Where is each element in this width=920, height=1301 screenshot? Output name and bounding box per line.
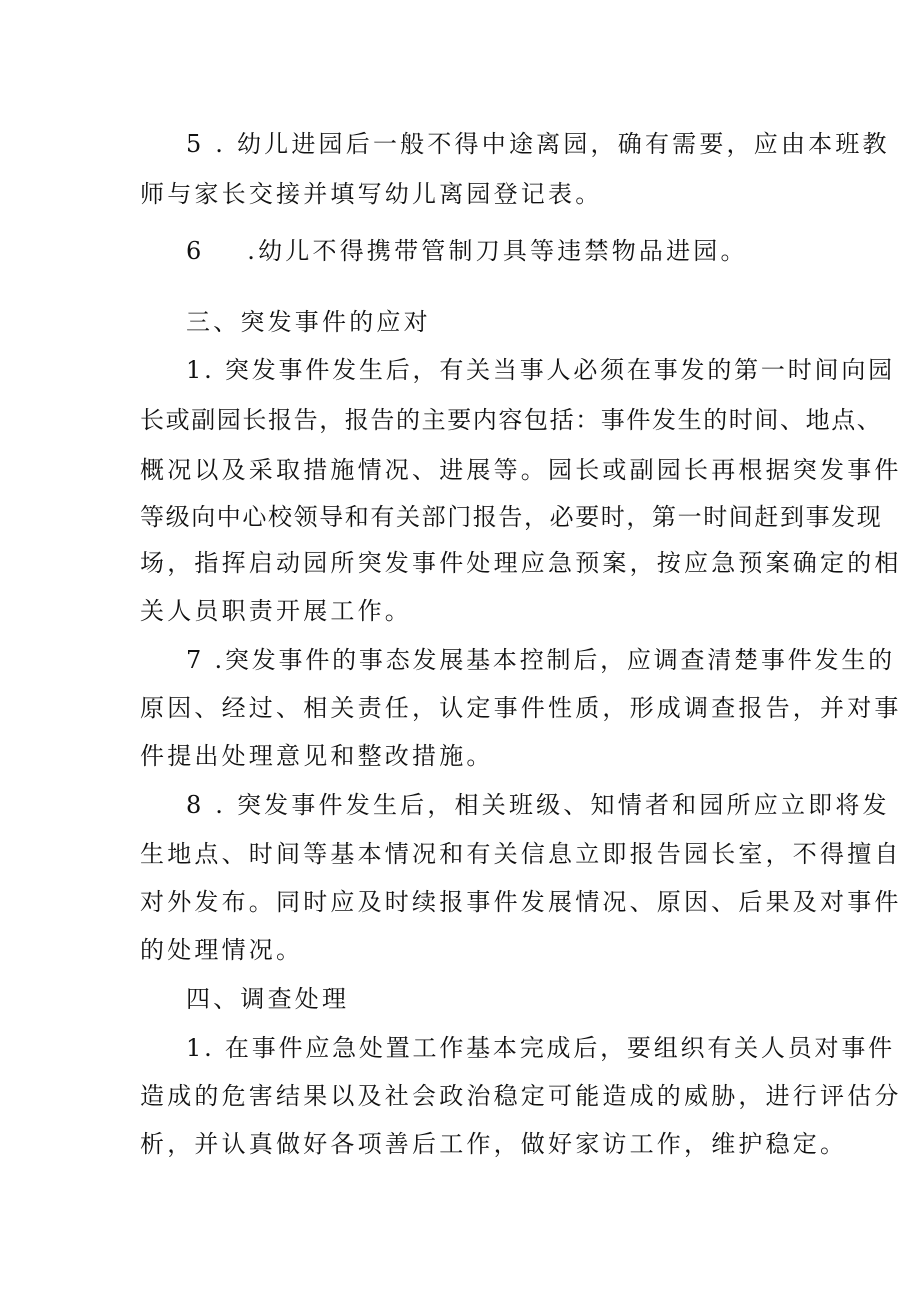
paragraph-line: 1. 突发事件发生后，有关当事人必须在事发的第一时间向园 bbox=[186, 356, 895, 384]
paragraph-line: 长或副园长报告，报告的主要内容包括：事件发生的时间、地点、 bbox=[140, 406, 883, 434]
paragraph-line: 师与家长交接并填写幼儿离园登记表。 bbox=[140, 180, 603, 208]
paragraph-line: 造成的危害结果以及社会政治稳定可能造成的威胁，进行评估分 bbox=[140, 1082, 902, 1110]
paragraph-line: 生地点、时间等基本情况和有关信息立即报告园长室，不得擅自 bbox=[140, 840, 902, 868]
paragraph-line: 析，并认真做好各项善后工作，做好家访工作，维护稳定。 bbox=[140, 1130, 848, 1158]
paragraph-line: 件提出处理意见和整改措施。 bbox=[140, 742, 494, 770]
paragraph-line: 的处理情况。 bbox=[140, 936, 304, 964]
item-number: 6 bbox=[186, 237, 202, 265]
paragraph-line: 8 . 突发事件发生后，相关班级、知情者和园所应立即将发 bbox=[186, 791, 890, 819]
paragraph-line: 概况以及采取措施情况、进展等。园长或副园长再根据突发事件 bbox=[140, 456, 902, 484]
section-heading: 三、突发事件的应对 bbox=[186, 308, 431, 336]
paragraph-line: 7 .突发事件的事态发展基本控制后，应调查清楚事件发生的 bbox=[186, 646, 895, 674]
paragraph-line: 关人员职责开展工作。 bbox=[140, 597, 412, 625]
paragraph-line: 1. 在事件应急处置工作基本完成后，要组织有关人员对事件 bbox=[186, 1034, 895, 1062]
paragraph-line: 对外发布。同时应及时续报事件发展情况、原因、后果及对事件 bbox=[140, 888, 902, 916]
paragraph-line: 原因、经过、相关责任，认定事件性质，形成调查报告，并对事 bbox=[140, 694, 902, 722]
paragraph-line: 等级向中心校领导和有关部门报告，必要时，第一时间赶到事发现 bbox=[140, 503, 883, 531]
paragraph-line-item-6 bbox=[186, 231, 748, 271]
item-text: .幼儿不得携带管制刀具等违禁物品进园。 bbox=[247, 237, 748, 265]
paragraph-line: 5 . 幼儿进园后一般不得中途离园，确有需要，应由本班教 bbox=[186, 130, 890, 158]
paragraph-line: 场，指挥启动园所突发事件处理应急预案，按应急预案确定的相 bbox=[140, 549, 902, 577]
section-heading: 四、调查处理 bbox=[186, 985, 350, 1013]
